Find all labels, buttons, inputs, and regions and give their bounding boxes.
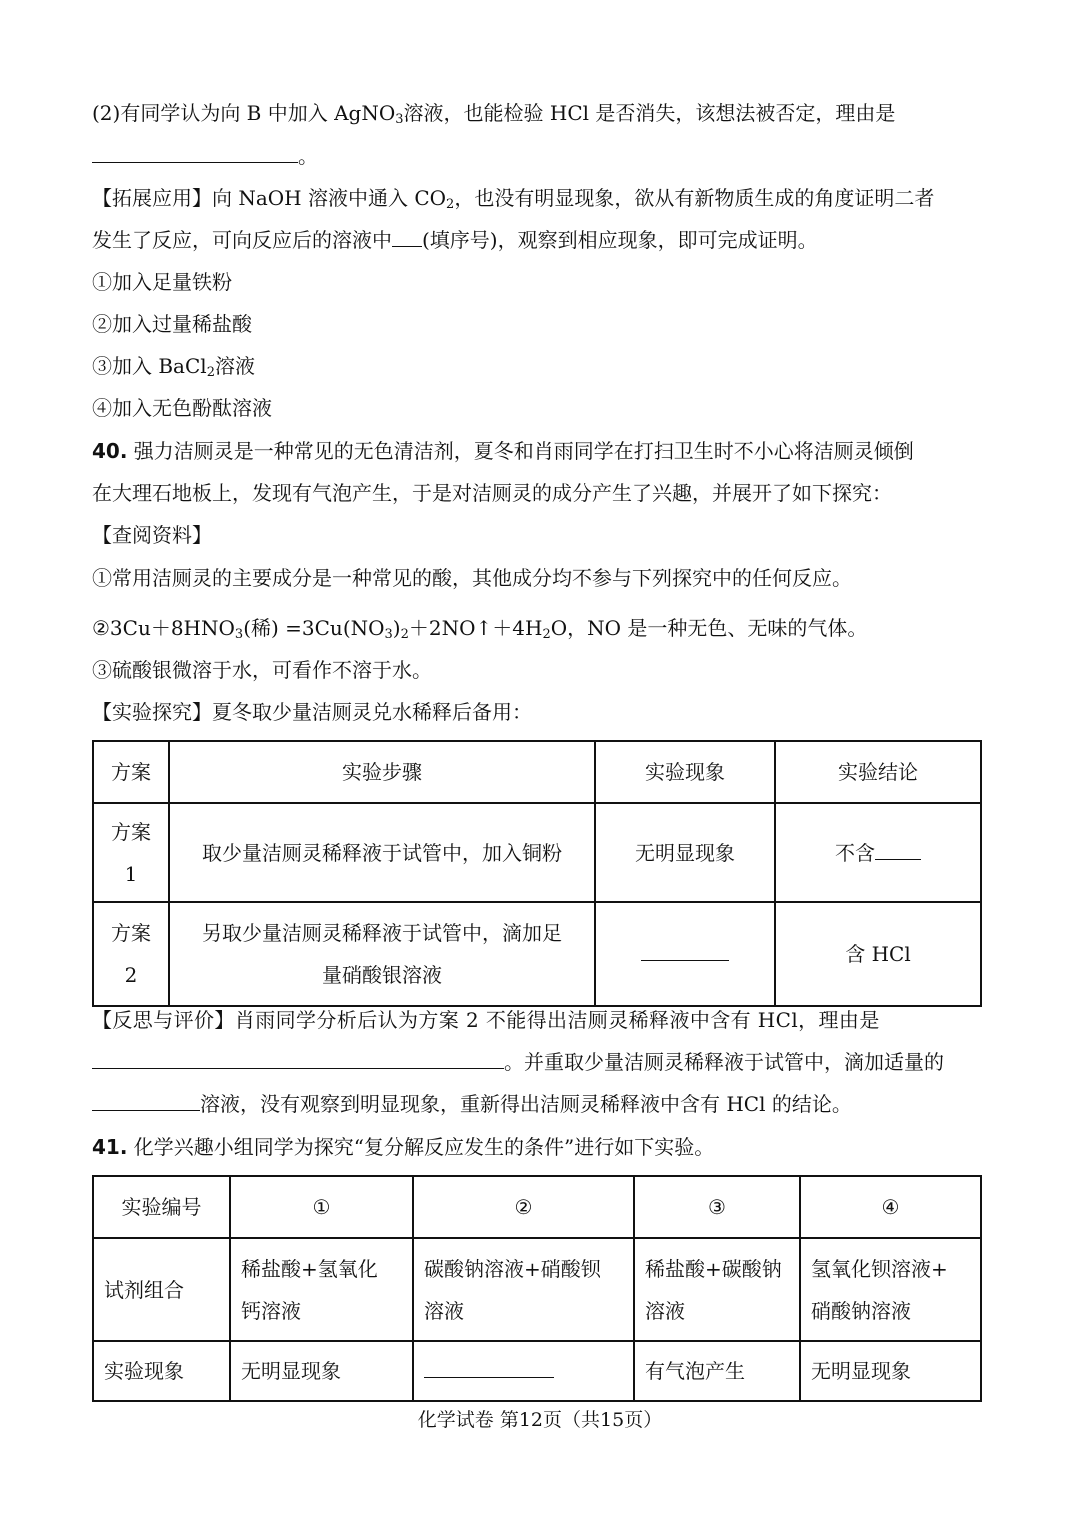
- phenomenon-cell: [595, 902, 775, 1006]
- header-cell: ③: [634, 1176, 800, 1238]
- q39-option-4: ④加入无色酚酞溶液: [92, 396, 272, 420]
- q40-reflect-1: 【反思与评价】肖雨同学分析后认为方案 2 不能得出洁厕灵稀释液中含有 HCl，理由是: [92, 1008, 880, 1032]
- q39-option-1: ①加入足量铁粉: [92, 270, 232, 294]
- phenomenon-cell: 无明显现象: [230, 1341, 413, 1401]
- answer-blank: [92, 142, 298, 163]
- header-cell: 方案: [93, 741, 169, 803]
- q39-ext-line1: 【拓展应用】向 NaOH 溶液中通入 $CO_2$，也没有明显现象，欲从有新物质生成的角度证明二者: [92, 186, 935, 212]
- q39-option-2: ②加入过量稀盐酸: [92, 312, 252, 336]
- table-row: [93, 902, 981, 1006]
- header-cell: 实验结论: [775, 741, 981, 803]
- question-number: 41.: [92, 1135, 128, 1159]
- reagent-cell: 碳酸钠溶液+硝酸钡 溶液: [413, 1238, 634, 1341]
- q40-info-2: $②3Cu+8HNO_3$(稀) $=3Cu(NO_3)_2+2NO↑+4H_2O$，NO 是一种无色、无味的气体。: [92, 616, 868, 642]
- phenomenon-cell: [413, 1341, 634, 1401]
- page-footer: 化学试卷 第12页（共15页）: [417, 1409, 663, 1431]
- q40-reflect-2: 。并重取少量洁厕灵稀释液于试管中，滴加适量的: [92, 1048, 944, 1076]
- answer-blank: [92, 1090, 200, 1111]
- table-header-row: [93, 1176, 981, 1238]
- q41-line1: 41. 化学兴趣小组同学为探究“复分解反应发生的条件”进行如下实验。: [92, 1135, 715, 1159]
- step-cell: 取少量洁厕灵稀释液于试管中，加入铜粉: [169, 803, 595, 902]
- plan-cell: 方案 2: [93, 902, 169, 1006]
- phenomenon-cell: 无明显现象: [595, 803, 775, 902]
- header-cell: 实验步骤: [169, 741, 595, 803]
- conclusion-cell: 含 HCl: [775, 902, 981, 1006]
- reagent-cell: 稀盐酸+氢氧化 钙溶液: [230, 1238, 413, 1341]
- header-cell: ②: [413, 1176, 634, 1238]
- plan-cell: 方案 1: [93, 803, 169, 902]
- table-row: [93, 1238, 981, 1341]
- header-cell: ①: [230, 1176, 413, 1238]
- q40-line2: 在大理石地板上，发现有气泡产生，于是对洁厕灵的成分产生了兴趣，并展开了如下探究：: [92, 481, 892, 505]
- q40-info-1: ①常用洁厕灵的主要成分是一种常见的酸，其他成分均不参与下列探究中的任何反应。: [92, 566, 852, 590]
- step-cell: 另取少量洁厕灵稀释液于试管中，滴加足 量硝酸银溶液: [169, 902, 595, 1006]
- phenomenon-cell: 无明显现象: [800, 1341, 981, 1401]
- q40-info-3: ③硫酸银微溶于水，可看作不溶于水。: [92, 658, 432, 682]
- q40-experiment-table: [92, 740, 982, 1007]
- header-cell: 实验编号: [93, 1176, 230, 1238]
- header-cell: ④: [800, 1176, 981, 1238]
- q40-explore: 【实验探究】夏冬取少量洁厕灵兑水稀释后备用：: [92, 700, 532, 724]
- table-header-row: [93, 741, 981, 803]
- q39-option-3: ③加入 BaCl$_2$溶液: [92, 354, 255, 380]
- answer-blank: [875, 839, 921, 860]
- row-label: 实验现象: [93, 1341, 230, 1401]
- answer-blank: [424, 1357, 554, 1378]
- q39-p2-line1: (2)有同学认为向 B 中加入 AgNO$_3$溶液，也能检验 HCl 是否消失，该想法被否定，理由是: [92, 101, 896, 127]
- answer-blank: [392, 226, 422, 247]
- table-row: [93, 803, 981, 902]
- reagent-cell: 稀盐酸+碳酸钠 溶液: [634, 1238, 800, 1341]
- q40-line1: 40. 强力洁厕灵是一种常见的无色清洁剂，夏冬和肖雨同学在打扫卫生时不小心将洁厕灵倾倒: [92, 439, 914, 463]
- q39-p2-line2: 。: [92, 142, 318, 170]
- q39-ext-line2: 发生了反应，可向反应后的溶液中 (填序号)，观察到相应现象，即可完成证明。: [92, 228, 818, 252]
- row-label: 试剂组合: [93, 1238, 230, 1341]
- q40-info-title: 【查阅资料】: [92, 523, 212, 547]
- header-cell: 实验现象: [595, 741, 775, 803]
- table-row: [93, 1341, 981, 1401]
- reagent-cell: 氢氧化钡溶液+ 硝酸钠溶液: [800, 1238, 981, 1341]
- answer-blank: [641, 940, 729, 961]
- conclusion-cell: 不含: [775, 803, 981, 902]
- question-number: 40.: [92, 439, 128, 463]
- phenomenon-cell: 有气泡产生: [634, 1341, 800, 1401]
- answer-blank: [92, 1048, 504, 1069]
- q40-reflect-3: 溶液，没有观察到明显现象，重新得出洁厕灵稀释液中含有 HCl 的结论。: [92, 1090, 852, 1118]
- q41-experiment-table: [92, 1175, 982, 1402]
